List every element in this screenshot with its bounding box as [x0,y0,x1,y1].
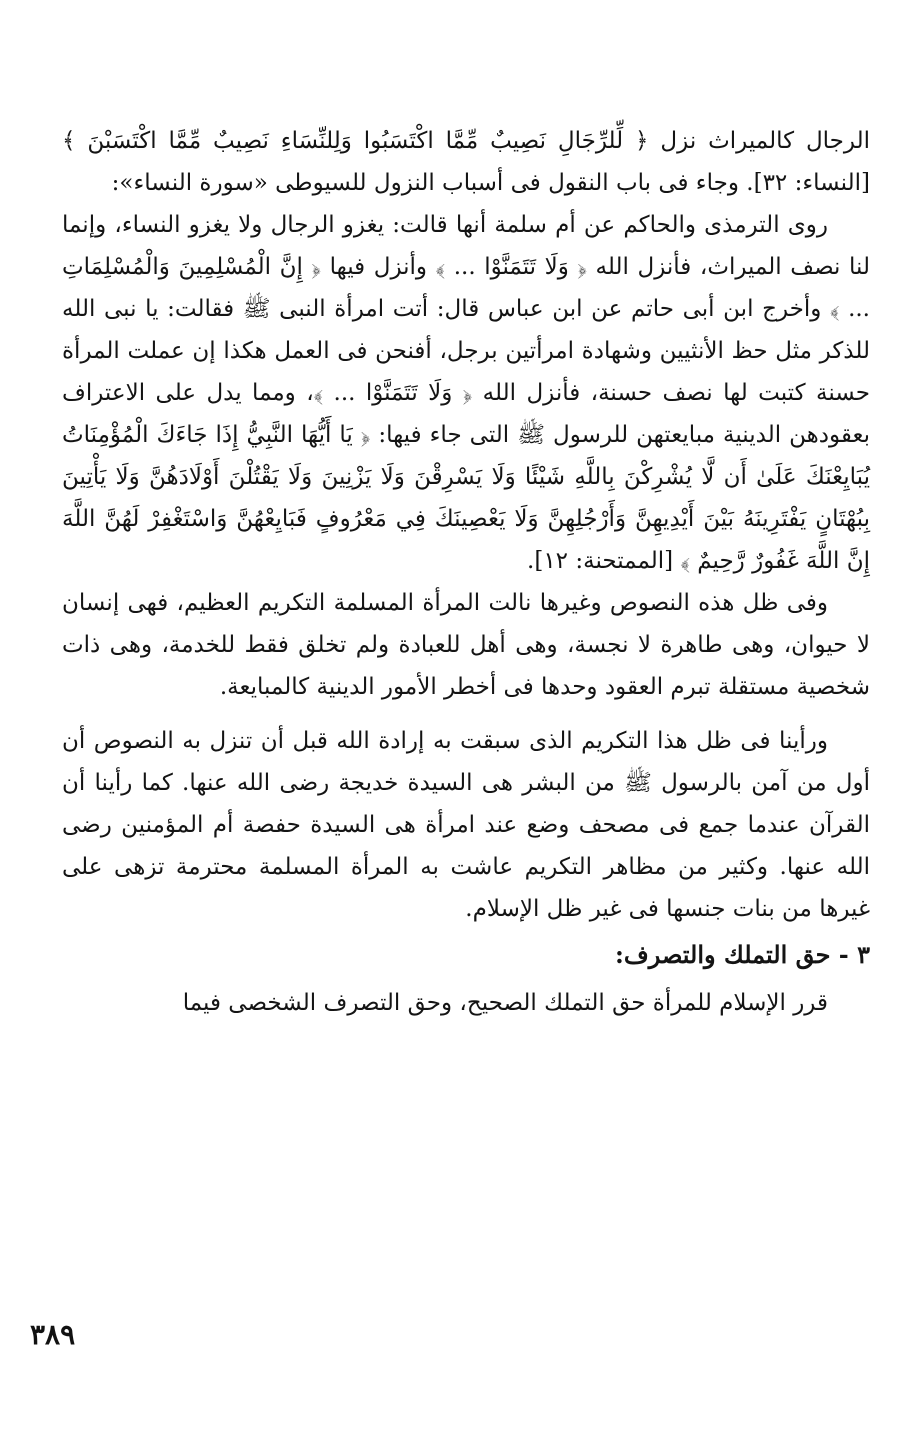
section-heading: ٣ - حق التملك والتصرف: [615,940,870,969]
page-number: ٣٨٩ [30,1318,76,1351]
paragraph-5: قرر الإسلام للمرأة حق التملك الصحيح، وحق التصرف الشخصى فيما [182,990,828,1016]
paragraph-4: ورأينا فى ظل هذا التكريم الذى سبقت به إرادة الله قبل أن تنزل به النصوص أن أول من آمن بالرسول ﷺ من البشر هى السيدة خديجة رضى الله عنها. كما رأينا أن القرآن عندما جمع فى مصحف وضع عند امرأة هى السيدة حفصة أم المؤمنين رضى الله عنها. وكثير من مظاهر التكريم عاشت به المرأة المسلمة محترمة تزهى على غيرها من بنات جنسها فى غير ظل الإسلام. [62,728,870,922]
paragraph-3: وفى ظل هذه النصوص وغيرها نالت المرأة المسلمة التكريم العظيم، فهى إنسان لا حيوان، وهى طاهرة لا نجسة، وهى أهل للعبادة ولم تخلق فقط للخدمة، وهى ذات شخصية مستقلة تبرم العقود وحدها فى أخطر الأمور الدينية كالمبايعة. [62,590,870,700]
page-body [62,120,870,1024]
paragraph-2: روى الترمذى والحاكم عن أم سلمة أنها قالت: يغزو الرجال ولا يغزو النساء، وإنما لنا نصف الميراث، فأنزل الله ﴿ وَلَا تَتَمَنَّوْا ... ﴾ وأنزل فيها ﴿ إِنَّ الْمُسْلِمِينَ وَالْمُسْلِمَاتِ ... ﴾ وأخرج ابن أبى حاتم عن ابن عباس قال: أتت امرأة النبى ﷺ فقالت: يا نبى الله للذكر مثل حظ الأنثيين وشهادة امرأتين برجل، أفنحن فى العمل هكذا إن عملت المرأة حسنة كتبت لها نصف حسنة، فأنزل الله ﴿ وَلَا تَتَمَنَّوْا ... ﴾، ومما يدل على الاعتراف بعقودهن الدينية مبايعتهن للرسول ﷺ التى جاء فيها: ﴿ يَا أَيُّهَا النَّبِيُّ إِذَا جَاءَكَ الْمُؤْمِنَاتُ يُبَايِعْنَكَ عَلَىٰ أَن لَّا يُشْرِكْنَ بِاللَّهِ شَيْئًا وَلَا يَسْرِقْنَ وَلَا يَزْنِينَ وَلَا يَقْتُلْنَ أَوْلَادَهُنَّ وَلَا يَأْتِينَ بِبُهْتَانٍ يَفْتَرِينَهُ بَيْنَ أَيْدِيهِنَّ وَأَرْجُلِهِنَّ وَلَا يَعْصِينَكَ فِي مَعْرُوفٍ فَبَايِعْهُنَّ وَاسْتَغْفِرْ لَهُنَّ اللَّهَ إِنَّ اللَّهَ غَفُورٌ رَّحِيمٌ ﴾ [الممتحنة: ١٢]. [62,212,870,574]
paragraph-1: الرجال كالميراث نزل ﴿ لِّلرِّجَالِ نَصِيبٌ مِّمَّا اكْتَسَبُوا وَلِلنِّسَاءِ نَصِيبٌ مِّمَّا اكْتَسَبْنَ ﴾ [النساء: ٣٢]. وجاء فى باب النقول فى أسباب النزول للسيوطى «سورة النساء»: [62,128,870,196]
